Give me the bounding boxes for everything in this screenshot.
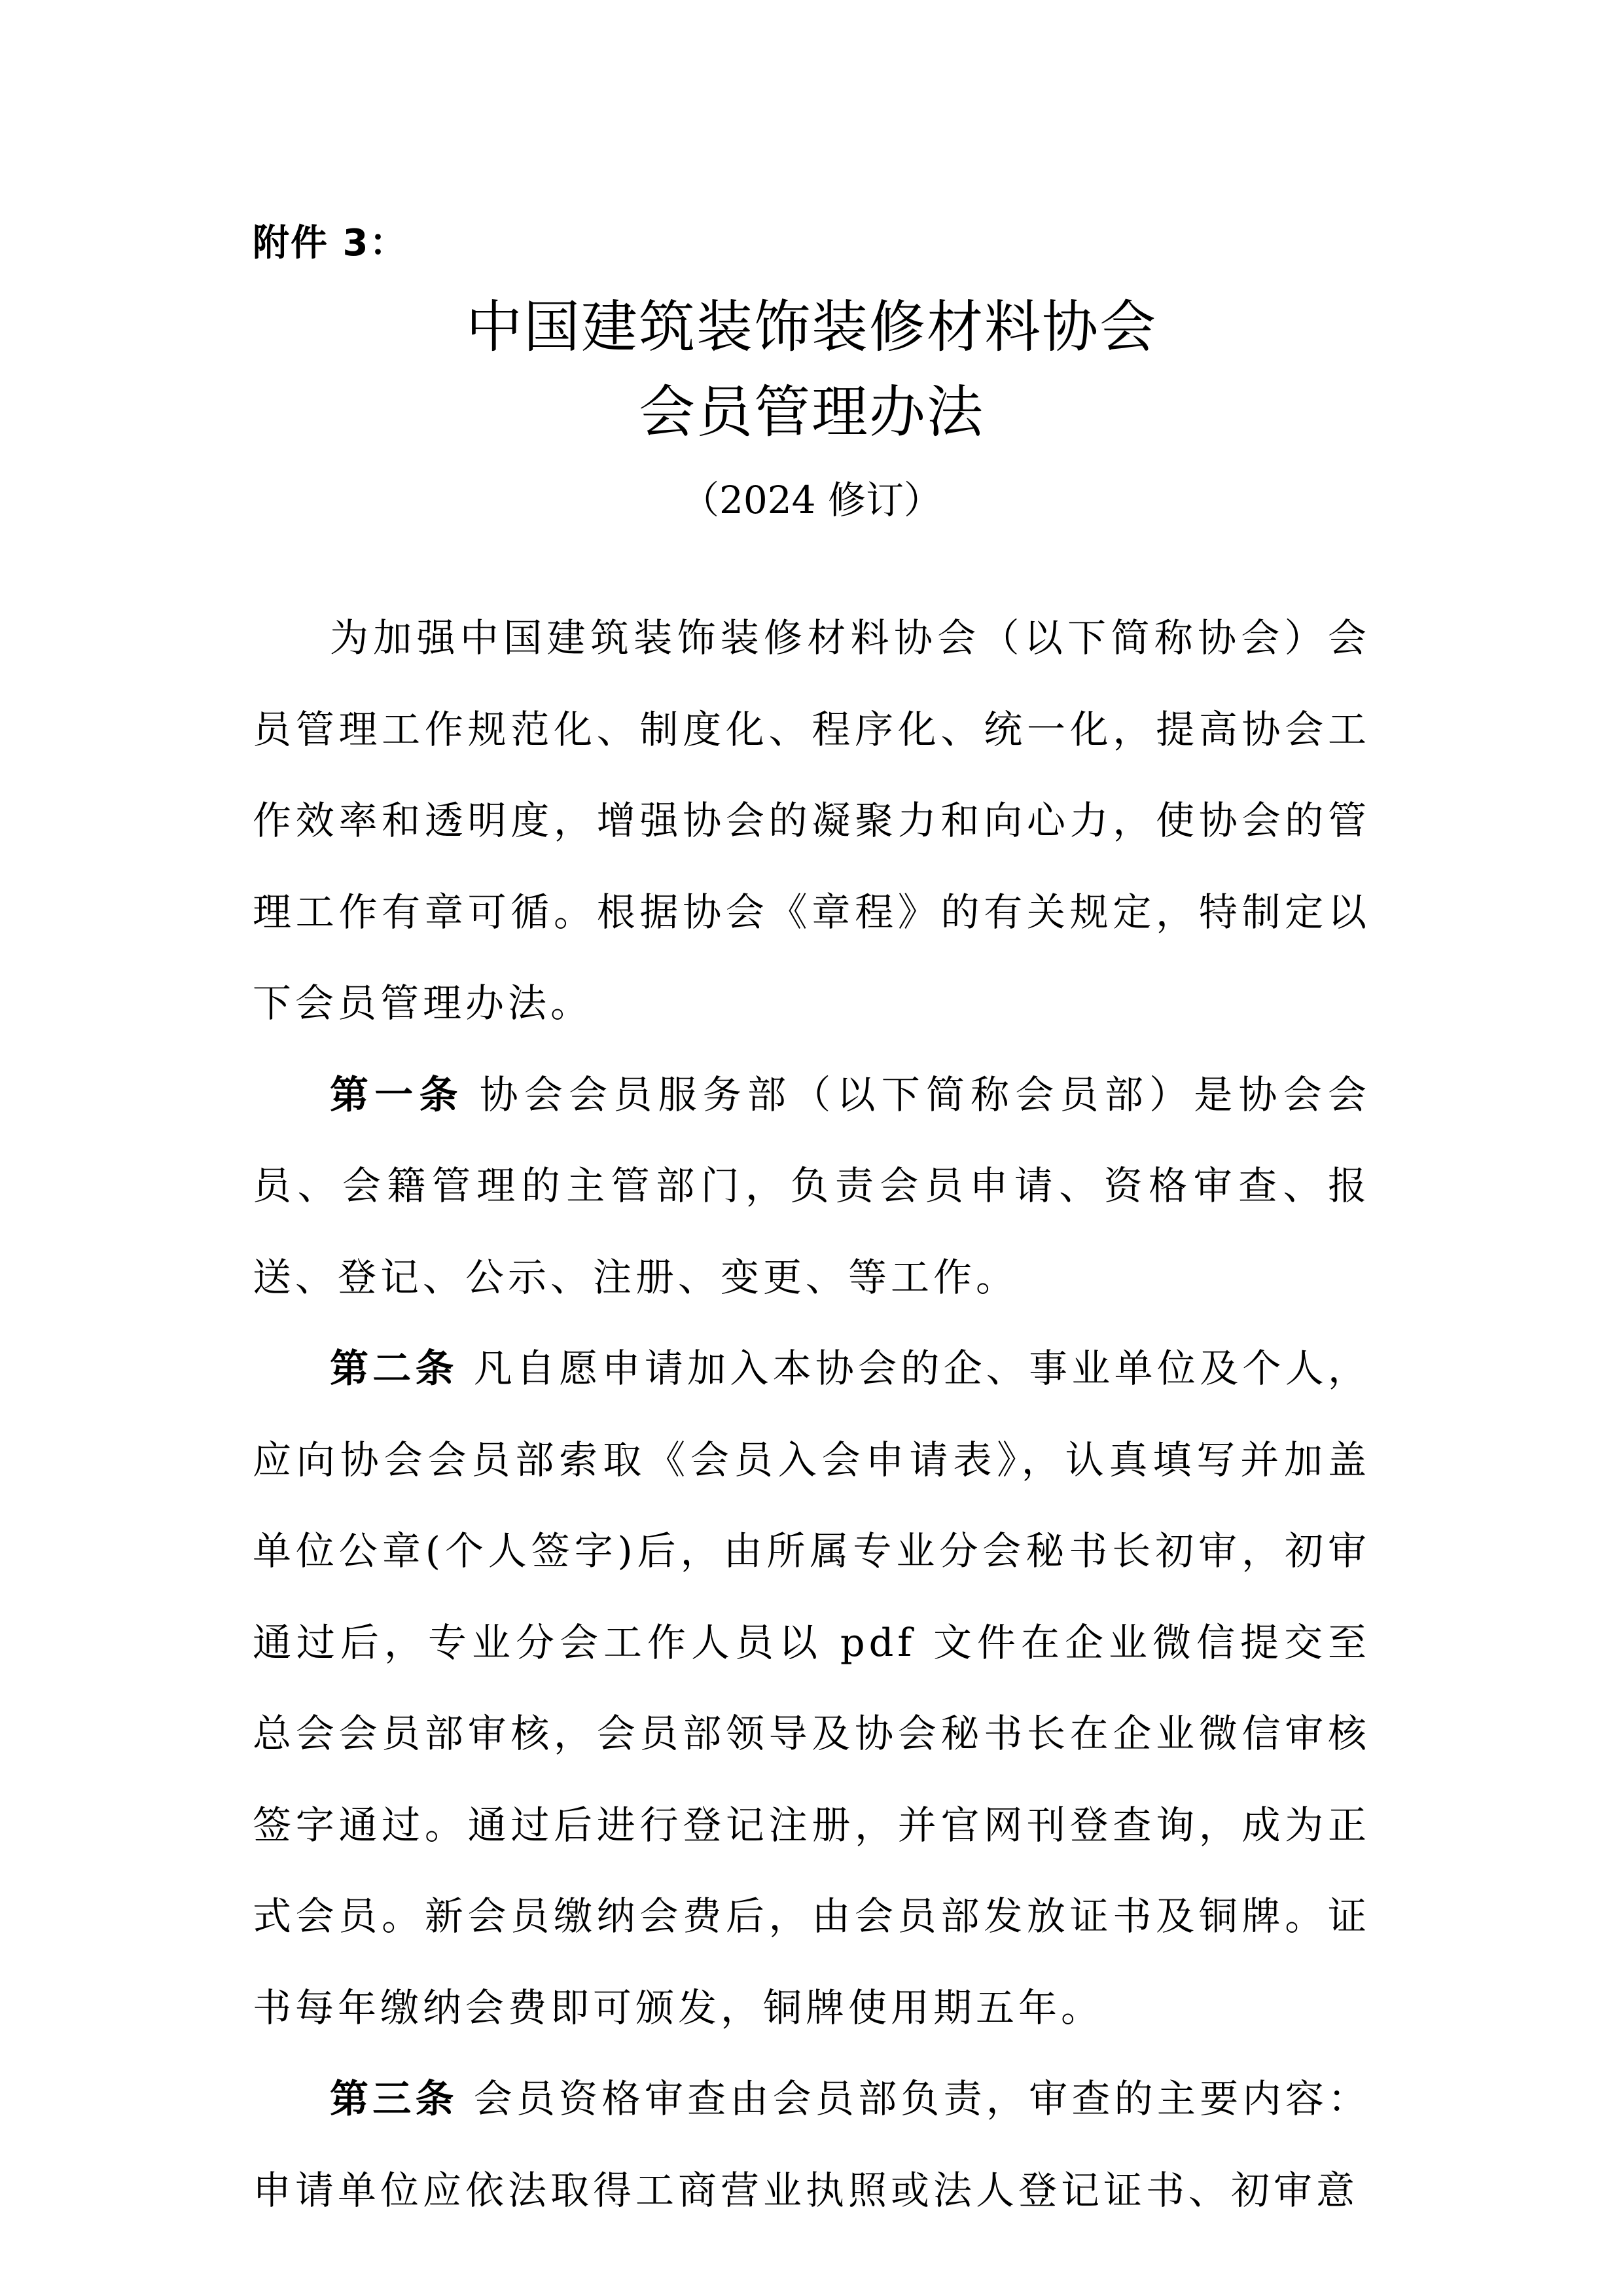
article-3 (253, 2053, 1370, 2236)
document-title-line-2: 会员管理办法 (639, 380, 984, 445)
document-body (253, 592, 1370, 2236)
document-title-line-1: 中国建筑装饰装修材料协会 (466, 295, 1157, 360)
article-2-label: 第二条 (330, 1346, 458, 1391)
document-subtitle: （2024 修订） (681, 478, 942, 522)
article-1-label: 第一条 (330, 1071, 464, 1117)
article-1 (253, 1049, 1370, 1323)
intro-paragraph: 为加强中国建筑装饰装修材料协会（以下简称协会）会员管理工作规范化、制度化、程序化、统一化，提高协会工作效率和透明度，增强协会的凝聚力和向心力，使协会的管理工作有章可循。根据协会《章程》的有关规定，特制定以下会员管理办法。 (253, 615, 1370, 1026)
attachment-label: 附件 3： (253, 222, 408, 264)
article-2-text: 凡自愿申请加入本协会的企、事业单位及个人，应向协会会员部索取《会员入会申请表》，认真填写并加盖单位公章(个人签字)后，由所属专业分会秘书长初审，初审通过后，专业分会工作人员以 pdf 文件在企业微信提交至总会会员部审核，会员部领导及协会秘书长在企业微信审核签字通过。通过后进行登记注册，并官网刊登查询，成为正式会员。新会员缴纳会费后，由会员部发放证书及铜牌。证书每年缴纳会费即可颁发，铜牌使用期五年。 (253, 1346, 1370, 2030)
article-2 (253, 1323, 1370, 2053)
article-3-label: 第三条 (330, 2076, 458, 2121)
article-1-text: 协会会员服务部（以下简称会员部）是协会会员、会籍管理的主管部门，负责会员申请、资格审查、报送、登记、公示、注册、变更、等工作。 (253, 1071, 1370, 1300)
article-3-text: 会员资格审查由会员部负责，审查的主要内容：申请单位应依法取得工商营业执照或法人登记证书、初审意 (253, 2076, 1370, 2213)
